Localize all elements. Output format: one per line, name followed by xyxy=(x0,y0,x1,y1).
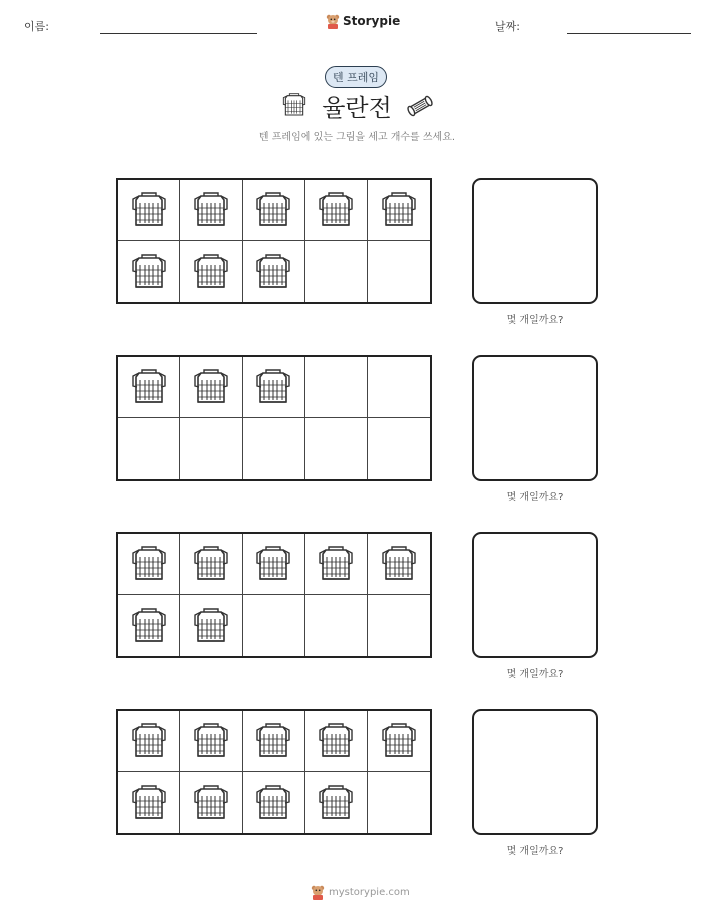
date-label: 날짜: xyxy=(495,20,520,33)
frame-cell xyxy=(368,418,430,479)
frame-cell xyxy=(368,772,430,833)
page-title: 율란전 xyxy=(322,94,392,122)
armor-vest-icon xyxy=(131,368,167,406)
frame-cell xyxy=(180,241,242,302)
frame-cell xyxy=(180,772,242,833)
frame-cell xyxy=(368,180,430,241)
armor-vest-icon xyxy=(193,722,229,760)
armor-vest-icon xyxy=(193,368,229,406)
frame-cell xyxy=(118,534,180,595)
frame-cell xyxy=(305,711,367,772)
armor-vest-icon xyxy=(255,784,291,822)
brand-logo xyxy=(326,13,400,29)
ten-frame-3 xyxy=(116,532,432,658)
armor-vest-icon xyxy=(318,545,354,583)
frame-cell xyxy=(305,418,367,479)
armor-vest-icon xyxy=(255,368,291,406)
question-label-2: 몇 개일까요? xyxy=(506,492,564,503)
frame-cell xyxy=(305,357,367,418)
armor-vest-icon xyxy=(318,191,354,229)
armor-vest-icon xyxy=(131,253,167,291)
armor-vest-icon xyxy=(193,545,229,583)
frame-cell xyxy=(243,180,305,241)
armor-vest-icon xyxy=(193,607,229,645)
frame-cell xyxy=(243,711,305,772)
frame-cell xyxy=(118,595,180,656)
frame-cell xyxy=(368,357,430,418)
frame-cell xyxy=(243,357,305,418)
armor-vest-icon xyxy=(131,191,167,229)
frame-cell xyxy=(368,595,430,656)
frame-cell xyxy=(243,418,305,479)
armor-vest-icon xyxy=(381,191,417,229)
frame-cell xyxy=(118,357,180,418)
armor-vest-icon xyxy=(318,784,354,822)
frame-cell xyxy=(118,180,180,241)
question-label-1: 몇 개일까요? xyxy=(506,315,564,326)
armor-vest-icon xyxy=(131,722,167,760)
frame-cell xyxy=(305,180,367,241)
question-label-3: 몇 개일까요? xyxy=(506,669,564,680)
topic-badge: 텐 프레임 xyxy=(325,66,387,88)
question-label-4: 몇 개일까요? xyxy=(506,846,564,857)
armor-vest-icon xyxy=(131,607,167,645)
frame-cell xyxy=(243,241,305,302)
answer-box-2[interactable] xyxy=(472,355,598,481)
armor-vest-icon xyxy=(131,545,167,583)
brand-name: Storypie xyxy=(343,14,401,28)
frame-cell xyxy=(368,534,430,595)
frame-cell xyxy=(118,418,180,479)
armor-vest-icon xyxy=(193,784,229,822)
frame-cell xyxy=(368,711,430,772)
footer-url[interactable]: mystorypie.com xyxy=(329,886,410,898)
armor-vest-icon xyxy=(255,722,291,760)
name-line[interactable] xyxy=(100,33,257,34)
frame-cell xyxy=(305,595,367,656)
frame-cell xyxy=(180,711,242,772)
answer-box-3[interactable] xyxy=(472,532,598,658)
instructions: 텐 프레임에 있는 그림을 세고 개수를 쓰세요. xyxy=(258,132,456,143)
armor-vest-icon xyxy=(193,191,229,229)
ten-frame-2 xyxy=(116,355,432,481)
armor-vest-icon xyxy=(193,253,229,291)
answer-box-4[interactable] xyxy=(472,709,598,835)
frame-cell xyxy=(118,772,180,833)
armor-vest-icon xyxy=(381,722,417,760)
frame-cell xyxy=(368,241,430,302)
frame-cell xyxy=(180,534,242,595)
scroll-icon xyxy=(404,94,436,118)
armor-vest-icon xyxy=(255,191,291,229)
armor-vest-icon xyxy=(131,784,167,822)
date-line[interactable] xyxy=(567,33,691,34)
answer-box-1[interactable] xyxy=(472,178,598,304)
frame-cell xyxy=(305,241,367,302)
bear-mascot-icon xyxy=(311,884,325,900)
frame-cell xyxy=(180,418,242,479)
ten-frame-1 xyxy=(116,178,432,304)
name-label: 이름: xyxy=(24,20,49,33)
footer xyxy=(311,884,410,900)
frame-cell xyxy=(180,595,242,656)
frame-cell xyxy=(118,241,180,302)
frame-cell xyxy=(180,357,242,418)
frame-cell xyxy=(305,534,367,595)
ten-frame-4 xyxy=(116,709,432,835)
frame-cell xyxy=(305,772,367,833)
armor-vest-icon xyxy=(318,722,354,760)
frame-cell xyxy=(180,180,242,241)
frame-cell xyxy=(243,595,305,656)
armor-vest-icon xyxy=(255,253,291,291)
frame-cell xyxy=(118,711,180,772)
armor-vest-icon xyxy=(255,545,291,583)
frame-cell xyxy=(243,534,305,595)
frame-cell xyxy=(243,772,305,833)
armor-vest-icon xyxy=(381,545,417,583)
bear-mascot-icon xyxy=(326,13,340,29)
